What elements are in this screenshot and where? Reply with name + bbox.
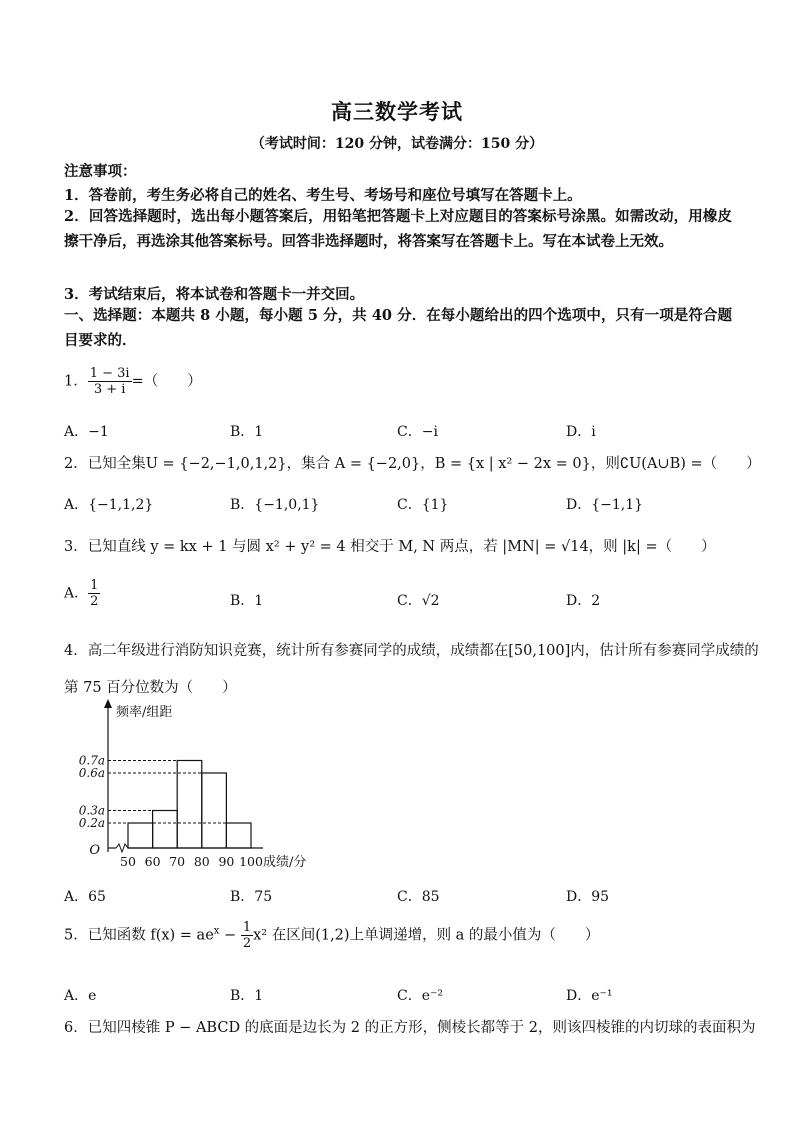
axis-break-mark	[116, 844, 128, 852]
origin-label: O	[89, 843, 100, 858]
q4-option-a: A．65	[64, 889, 106, 905]
x-tick-label: 90	[218, 854, 235, 869]
q3-option-b: B．1	[230, 593, 264, 609]
fraction	[241, 920, 253, 951]
y-axis-arrow	[104, 699, 112, 708]
y-tick-label: 0.2a	[78, 816, 105, 830]
histogram-bar	[153, 811, 178, 849]
q1-option-c: C．−i	[397, 424, 438, 440]
question-tail: =（ ）	[131, 373, 202, 390]
q3-option-d: D．2	[566, 593, 601, 609]
q2-option-c: C．{1}	[397, 497, 449, 513]
question-number: 1．	[64, 373, 88, 390]
fraction	[88, 578, 100, 609]
q5-option-d: D．e⁻¹	[566, 988, 613, 1004]
histogram-bar	[128, 823, 153, 848]
notice-item-3: 3．考试结束后，将本试卷和答题卡一并交回。	[64, 286, 365, 303]
x-tick-label: 70	[169, 854, 186, 869]
option-label: A．	[64, 585, 89, 602]
question-5	[64, 920, 599, 951]
q2-option-a: A．{−1,1,2}	[64, 497, 154, 513]
exponent: x	[213, 925, 220, 937]
y-tick-label: 0.7a	[78, 753, 105, 768]
numerator: 1	[242, 920, 252, 935]
x-tick-label: 50	[120, 854, 136, 869]
question-4-line-1: 4．高二年级进行消防知识竞赛，统计所有参赛同学的成绩，成绩都在[50,100]内，估计所有参赛同学成绩的	[64, 643, 759, 659]
histogram-bar	[226, 823, 251, 848]
q4-option-c: C．85	[397, 889, 440, 905]
question-tail: x² 在区间(1,2)上单调递增，则 a 的最小值为（ ）	[253, 927, 600, 944]
histogram-plot	[79, 699, 307, 870]
histogram-bar	[177, 761, 202, 849]
q1-option-a: A．−1	[64, 424, 109, 440]
q1-option-b: B．1	[230, 424, 264, 440]
q2-option-b: B．{−1,0,1}	[230, 497, 320, 513]
x-tick-label: 60	[144, 854, 161, 869]
numerator: 1 − 3i	[89, 366, 130, 381]
section-heading: 一、选择题：本题共 8 小题，每小题 5 分，共 40 分．在每小题给出的四个选项中，只有一项是符合题目要求的．	[64, 307, 732, 349]
question-6: 6．已知四棱锥 P − ABCD 的底面是边长为 2 的正方形，侧棱长都等于 2，则该四棱锥的内切球的表面积为	[64, 1020, 756, 1036]
denominator: 3 + i	[93, 382, 126, 397]
x-axis-label: 成绩/分	[263, 855, 307, 870]
y-tick-label: 0.6a	[78, 766, 105, 780]
numerator: 1	[90, 578, 99, 593]
function-definition: 5．已知函数 f(x) = ae	[64, 927, 214, 944]
question-2: 2．已知全集U = {−2,−1,0,1,2}，集合 A = {−2,0}，B = {x | x² − 2x = 0}，则∁U(A∪B) =（ ）	[64, 456, 761, 472]
q2-option-d: D．{−1,1}	[566, 497, 644, 513]
q5-option-b: B．1	[230, 988, 264, 1004]
question-3: 3．已知直线 y = kx + 1 与圆 x² + y² = 4 相交于 M, N 两点，若 |MN| = √14，则 |k| =（ ）	[64, 539, 716, 555]
exam-info: （考试时间：120 分钟，试卷满分：150 分）	[250, 136, 544, 152]
fraction	[88, 366, 132, 397]
q5-option-a: A．e	[64, 988, 97, 1004]
histogram	[60, 697, 350, 877]
question-1	[64, 366, 202, 397]
y-axis-label: 频率/组距	[116, 705, 173, 720]
denominator: 2	[242, 936, 252, 951]
q4-option-d: D．95	[566, 889, 610, 905]
x-tick-label: 80	[193, 854, 210, 869]
y-tick-label: 0.3a	[78, 803, 105, 818]
q5-option-c: C．e⁻²	[397, 988, 443, 1004]
histogram-bar	[202, 773, 227, 848]
question-4-line-2: 第 75 百分位数为（ ）	[64, 680, 237, 696]
denominator: 2	[90, 594, 99, 609]
q3-option-a	[64, 578, 100, 609]
q3-option-c: C．√2	[397, 593, 440, 609]
page-title: 高三数学考试	[331, 99, 463, 124]
notice-item-2: 2．回答选择题时，选出每小题答案后，用铅笔把答题卡上对应题目的答案标号涂黑。如需改动，用橡皮擦干净后，再选涂其他答案标号。回答非选择题时，将答案写在答题卡上。写在本试卷上无效。	[64, 208, 732, 250]
notice-heading: 注意事项：	[64, 163, 137, 180]
operator: −	[219, 927, 241, 944]
notice-item-1: 1．答卷前，考生务必将自己的姓名、考生号、考场号和座位号填写在答题卡上。	[64, 187, 582, 204]
q4-option-b: B．75	[230, 889, 273, 905]
q1-option-d: D．i	[566, 424, 596, 440]
x-tick-label: 100	[239, 854, 263, 869]
